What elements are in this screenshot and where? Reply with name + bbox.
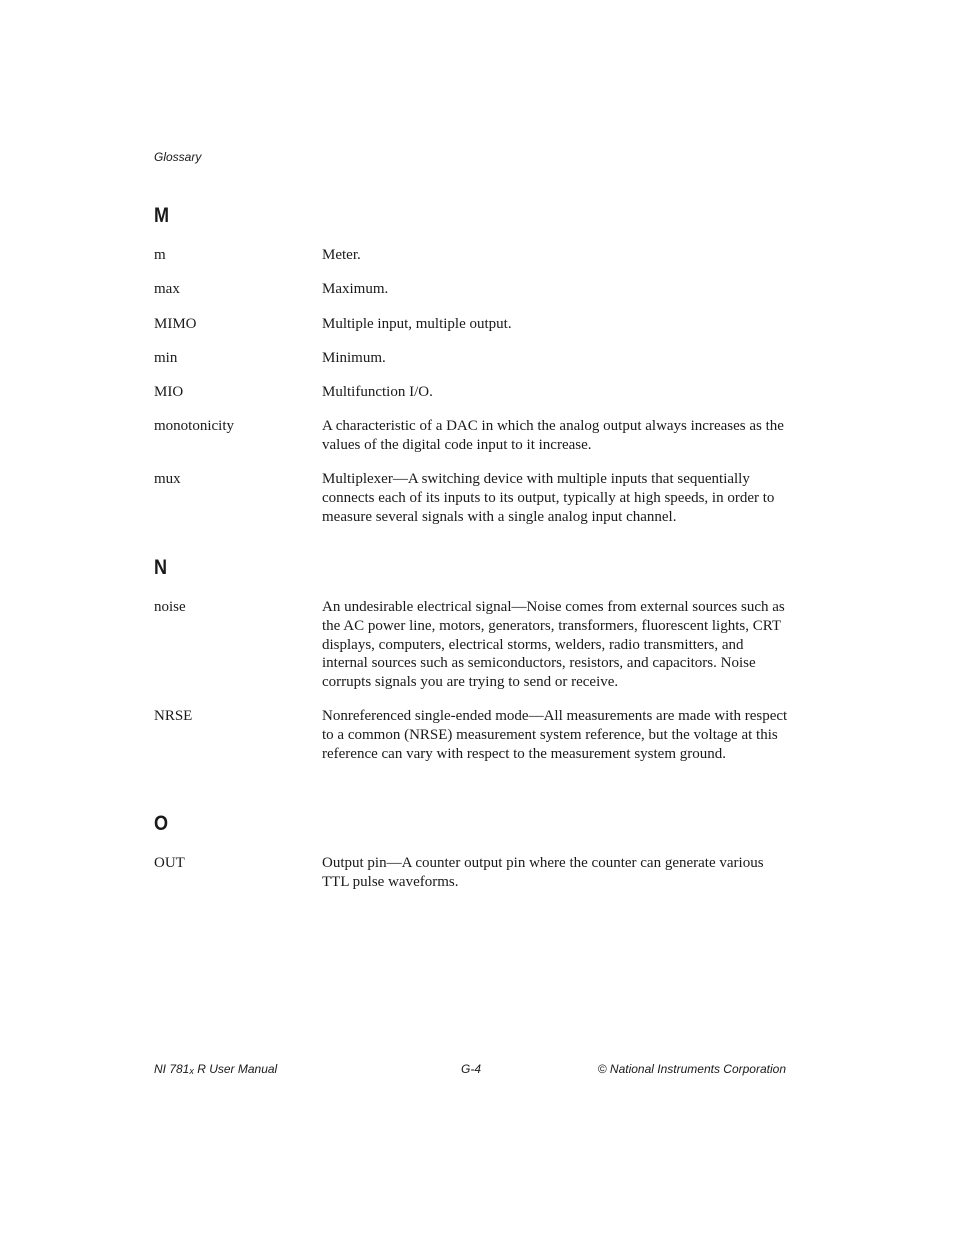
entry-definition: Multifunction I/O. bbox=[322, 384, 433, 400]
glossary-entry bbox=[154, 417, 794, 455]
glossary-entry bbox=[154, 707, 794, 763]
running-head: Glossary bbox=[154, 150, 202, 164]
entry-definition: An undesirable electrical signal—Noise comes from external sources such as the AC power line, motors, generators, transformers, fluorescent lights, CRT displays, computers, electrical storms, welders, radio transmitters, and internal sources such as semiconductors, resistors, and capacitors. Noise corrupts signals you are trying to send or receive. bbox=[322, 599, 785, 691]
page-number: G-4 bbox=[461, 1062, 482, 1076]
glossary-entry bbox=[154, 598, 794, 692]
entry-term: noise bbox=[154, 599, 186, 615]
glossary-entry bbox=[154, 349, 794, 368]
manual-title-prefix: NI 781 bbox=[154, 1062, 190, 1076]
entry-term: MIO bbox=[154, 384, 184, 400]
glossary-entry bbox=[154, 280, 794, 299]
entry-definition: Maximum. bbox=[322, 281, 389, 297]
entry-term: monotonicity bbox=[154, 418, 234, 434]
section-n bbox=[154, 556, 794, 580]
entry-term: NRSE bbox=[154, 708, 193, 724]
section-o bbox=[154, 812, 794, 836]
section-m bbox=[154, 204, 794, 228]
entry-term: max bbox=[154, 281, 180, 297]
entry-term: OUT bbox=[154, 855, 185, 871]
entry-term: m bbox=[154, 247, 166, 263]
glossary-entry bbox=[154, 315, 794, 334]
entry-term: MIMO bbox=[154, 316, 197, 332]
entry-definition: Nonreferenced single-ended mode—All measurements are made with respect to a common (NRSE) measurement system reference, but the voltage at this reference can vary with respect to the measurement system ground. bbox=[322, 708, 788, 762]
copyright-notice: © National Instruments Corporation bbox=[597, 1062, 786, 1076]
entry-term: min bbox=[154, 350, 178, 366]
section-letter: N bbox=[154, 556, 168, 579]
glossary-entry bbox=[154, 246, 794, 265]
glossary-entry bbox=[154, 383, 794, 402]
entry-term: mux bbox=[154, 471, 181, 487]
entry-definition: Minimum. bbox=[322, 350, 386, 366]
entry-definition: A characteristic of a DAC in which the analog output always increases as the values of the digital code input to it increase. bbox=[322, 418, 784, 453]
section-letter: M bbox=[154, 204, 170, 227]
footer-manual-title bbox=[154, 1062, 277, 1078]
glossary-entry bbox=[154, 854, 794, 892]
entry-definition: Output pin—A counter output pin where the counter can generate various TTL pulse waveforms. bbox=[322, 855, 764, 890]
entry-definition: Multiple input, multiple output. bbox=[322, 316, 512, 332]
glossary-entry bbox=[154, 470, 794, 526]
entry-definition: Meter. bbox=[322, 247, 361, 263]
manual-title-suffix: R User Manual bbox=[193, 1062, 278, 1076]
section-letter: O bbox=[154, 812, 169, 835]
entry-definition: Multiplexer—A switching device with multiple inputs that sequentially connects each of its inputs to its output, typically at high speeds, in order to measure several signals with a single analog input channel. bbox=[322, 471, 775, 525]
manual-title-variant: x bbox=[189, 1066, 194, 1076]
